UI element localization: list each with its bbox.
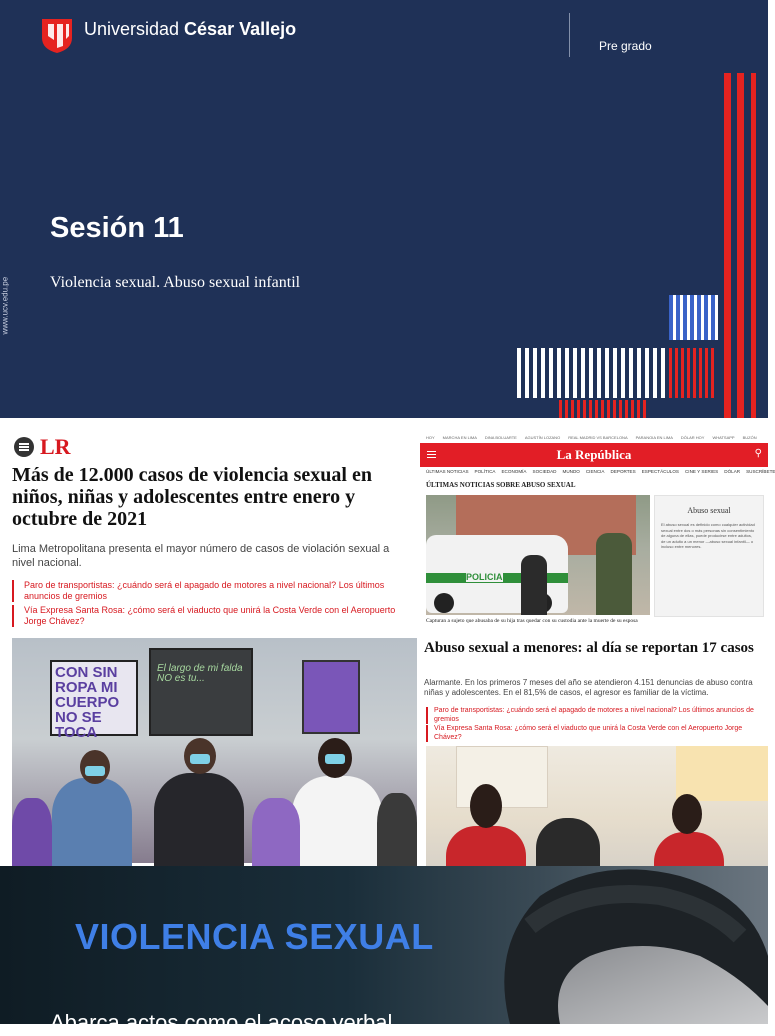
nav-item[interactable]: ECONOMÍA — [501, 469, 527, 474]
trending-link[interactable]: AGUSTÍN LOZANO — [524, 434, 561, 440]
nav-item[interactable]: SUSCRÍBETE — [746, 469, 775, 474]
police-officer — [596, 533, 632, 615]
larepublica-logo[interactable]: La República — [556, 447, 632, 462]
program-level-label: Pre grado — [599, 39, 652, 53]
decorative-stripes — [515, 70, 768, 418]
university-name — [84, 19, 296, 40]
rep-header-bar — [420, 443, 768, 467]
face-mask — [85, 766, 105, 776]
staff-head — [470, 784, 502, 828]
nav-item[interactable]: CIENCIA — [585, 469, 605, 474]
protester — [154, 773, 244, 868]
police-label: POLICIA — [466, 572, 503, 582]
protester — [252, 798, 300, 868]
nav-item[interactable]: POLÍTICA — [474, 469, 496, 474]
protester — [292, 776, 382, 868]
university-name-bold: César Vallejo — [184, 19, 297, 39]
definition-box — [654, 495, 764, 617]
title-slide — [0, 0, 768, 418]
suspect — [521, 555, 547, 615]
woman-portrait-image — [470, 866, 768, 1024]
nav-item[interactable]: DÓLAR — [724, 469, 741, 474]
lr-article-screenshot — [0, 418, 418, 866]
nav-item[interactable]: ESPECTÁCULOS — [641, 469, 679, 474]
slide-body-text: Abarca actos como el acoso verbal — [50, 1010, 393, 1035]
rep-trending-links — [420, 433, 774, 441]
lr-headline: Más de 12.000 casos de violencia sexual en niños, niñas y adolescentes entre enero y octubre de 2021 — [12, 464, 372, 530]
trending-link[interactable]: BUZÓN — [742, 434, 757, 440]
lr-top-bar — [0, 433, 418, 463]
photo-caption[interactable]: Capturan a sujeto que abusaba de su hija tras quedar con su custodia ante la muerte de su esposa — [426, 618, 638, 624]
wheel — [434, 593, 454, 613]
nav-item[interactable]: DEPORTES — [610, 469, 636, 474]
staff-member — [446, 826, 526, 866]
protest-photo — [12, 638, 417, 863]
lr-related-link[interactable]: Paro de transportistas: ¿cuándo será el apagado de motores a nivel nacional? Los últimos anuncios de gremios — [12, 580, 414, 602]
website-vertical-text: www.ucv.edu.pe — [0, 276, 10, 335]
rep-related-link[interactable]: Vía Expresa Santa Rosa: ¿cómo será el viaducto que unirá la Costa Verde con el Aeropuerto Jorge Chávez? — [426, 725, 764, 742]
trending-link[interactable]: MARCHA EN LIMA — [442, 434, 477, 440]
university-name-prefix: Universidad — [84, 19, 185, 39]
visitor — [536, 818, 600, 866]
trending-link[interactable]: WHATSAPP — [712, 434, 735, 440]
lr-summary: Lima Metropolitana presenta el mayor número de casos de violación sexual a nivel nacional. — [12, 543, 390, 569]
hamburger-menu-icon[interactable] — [14, 437, 34, 457]
protest-sign-body: CON SIN ROPA MI CUERPO NO SE TOCA — [50, 660, 138, 736]
rep-related-link[interactable]: Paro de transportistas: ¿cuándo será el apagado de motores a nivel nacional? Los últimos anuncios de gremios — [426, 707, 764, 724]
search-icon[interactable]: ⚲ — [754, 448, 762, 459]
protest-sign-purple — [302, 660, 360, 734]
rep-summary: Alarmante. En los primeros 7 meses del año se atendieron 4.151 denuncias de abuso contra niñas y adolescentes. En el 81,5% de casos, el agresor es familiar de la víctima. — [424, 678, 753, 697]
rep-nav-bar — [426, 469, 775, 474]
office-photo — [426, 746, 768, 866]
definition-text: El abuso sexual es definido como cualquier actividad sexual entre dos o más personas sin consentimiento de alguna de ellas, puede producirse entre adultos, de un adulto a un menor —abuso sexual infantil— o incluso entre menores. — [661, 522, 755, 549]
trending-link[interactable]: HOY — [426, 434, 435, 440]
staff-head — [672, 794, 702, 834]
violencia-sexual-slide — [0, 866, 768, 1035]
protester — [52, 778, 132, 868]
trending-link[interactable]: DINA BOLUARTE — [484, 434, 517, 440]
rep-section-title: ÚLTIMAS NOTICIAS SOBRE ABUSO SEXUAL — [426, 481, 576, 489]
lr-logo[interactable]: LR — [40, 434, 71, 459]
protest-sign-skirt: El largo de mi falda NO es tu... — [149, 648, 253, 736]
session-title: Sesión 11 — [50, 212, 184, 244]
news-slide — [0, 418, 775, 866]
staff-member — [654, 832, 724, 866]
window — [676, 746, 768, 801]
ucv-shield-logo-icon — [40, 16, 74, 54]
protester — [377, 793, 417, 868]
larepublica-article-screenshot — [420, 433, 775, 866]
lr-related-link[interactable]: Vía Expresa Santa Rosa: ¿cómo será el viaducto que unirá la Costa Verde con el Aeropuerto Jorge Chávez? — [12, 605, 414, 627]
nav-item[interactable]: SOCIEDAD — [532, 469, 557, 474]
session-subtitle: Violencia sexual. Abuso sexual infantil — [50, 274, 301, 291]
slide-title: VIOLENCIA SEXUAL — [75, 916, 434, 957]
face-mask — [190, 754, 210, 764]
police-photo[interactable] — [426, 495, 650, 615]
protester — [12, 798, 52, 868]
nav-item[interactable]: CINE Y SERIES — [684, 469, 719, 474]
definition-title: Abuso sexual — [687, 506, 731, 515]
trending-link[interactable]: DÓLAR HOY — [680, 434, 705, 440]
header-divider — [569, 13, 570, 57]
rep-headline: Abuso sexual a menores: al día se reportan 17 casos — [424, 640, 754, 656]
trending-link[interactable]: PARANOIA EN LIMA — [635, 434, 673, 440]
face-mask — [325, 754, 345, 764]
trending-link[interactable]: REAL MADRID VS BARCELONA — [568, 434, 628, 440]
nav-item[interactable]: ÚLTIMAS NOTICIAS — [426, 469, 469, 474]
nav-item[interactable]: MUNDO — [562, 469, 580, 474]
